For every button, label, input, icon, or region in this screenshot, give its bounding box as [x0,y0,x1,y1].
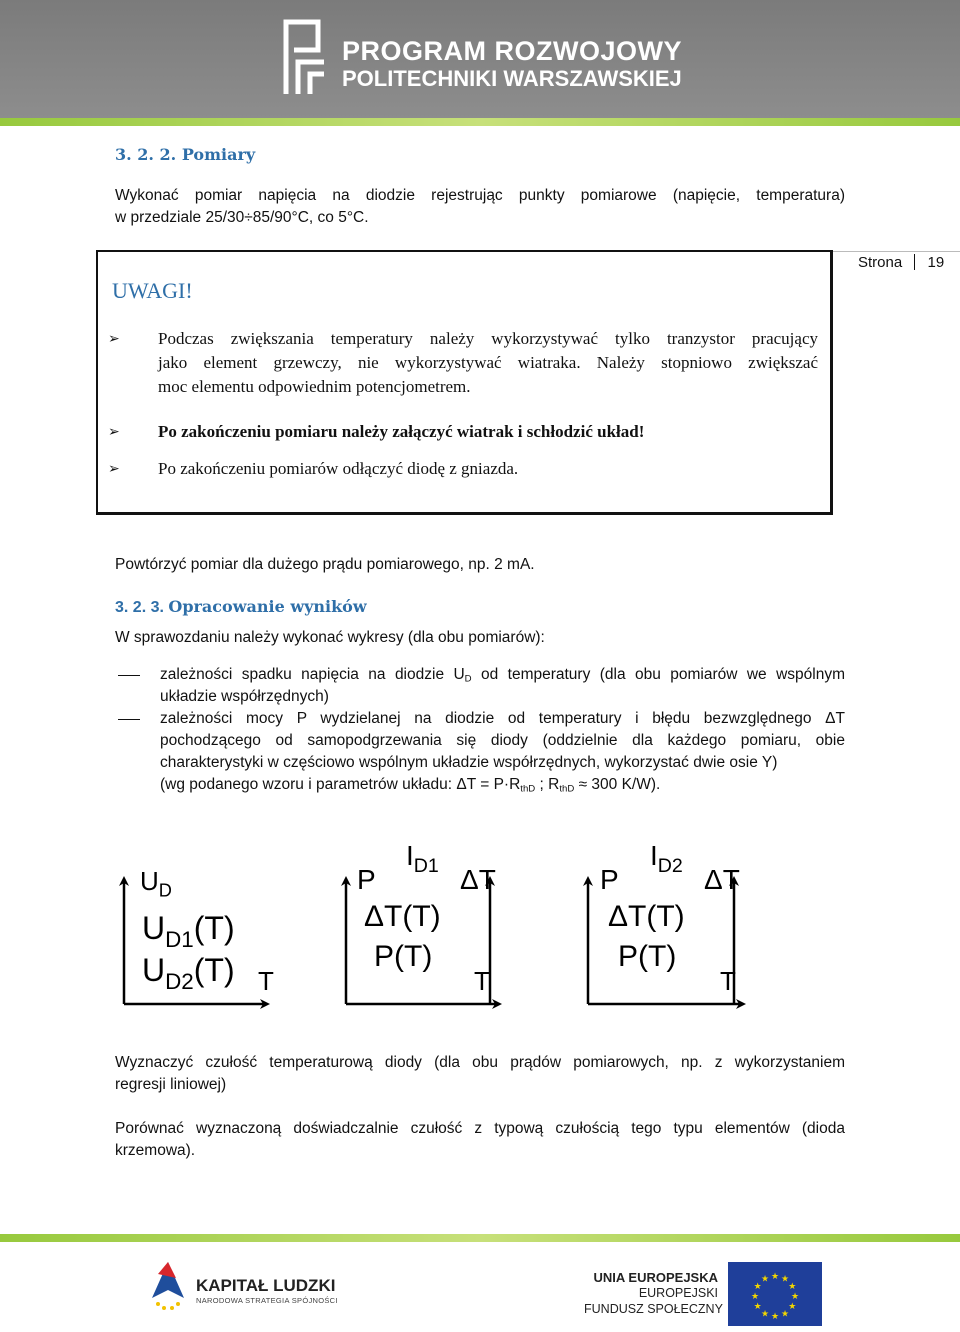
diagram2-y-left-label: P [357,864,376,895]
final-paragraph1-line2: regresji liniowej) [115,1076,227,1093]
final-paragraph1-line1: Wyznaczyć czułość temperaturową diody (dla obu prądów pomiarowych, np. z wykorzystaniem [115,1054,845,1071]
svg-text:★: ★ [760,1309,770,1320]
results-item2-line3: charakterystyki w częściowo wspólnym układzie współrzędnych, wykorzystać dwie osie Y) [160,754,778,771]
diagram3-y-left-label: P [600,864,619,895]
eu-flag-icon [728,1262,822,1326]
measurements-paragraph-line1: Wykonać pomiar napięcia na diodzie rejestrując punkty pomiarowe (napięcie, temperatura) [115,187,845,204]
eu-line3: FUNDUSZ SPOŁECZNY [584,1302,723,1316]
diagram3-top-label [650,840,683,878]
logo-title: PROGRAM ROZWOJOWY [342,36,682,66]
kapital-ludzki-title: KAPITAŁ LUDZKI [196,1276,336,1295]
diagram1-curve1-label [142,910,235,953]
results-item2-sub2: thD [559,783,575,795]
diagram1-curve2-sub: D2 [165,968,194,994]
results-item1-sub: D [464,673,472,685]
results-item1-text-b: od temperatury (dla obu pomiarów we wspólnym [471,666,845,683]
kapital-ludzki-subtitle: NARODOWA STRATEGIA SPÓJNOŚCI [196,1296,338,1305]
svg-text:★: ★ [750,1292,760,1302]
diagram3-x-label: T [720,966,736,996]
warning-item1-line2: jako element grzewczy, nie wykorzystywać wiatraka. Należy stopniowo zwiększać [158,353,818,372]
diagram1-y-label [140,866,172,901]
svg-text:★: ★ [790,1292,800,1302]
diagram3-curve2-label: P(T) [618,940,677,973]
warning-item1-line1: Podczas zwiększania temperatury należy wykorzystywać tylko tranzystor pracujący [158,329,818,348]
diagram1-curve2-label [142,952,235,995]
diagram3-y-right-label: ΔT [704,864,740,895]
results-item2-line2: pochodzącego od samopodgrzewania się diody (oddzielnie dla każdego pomiaru, obie [160,732,845,749]
arrow-bullet-icon: ➢ [108,460,120,476]
diagram3-top-text: I [650,840,658,871]
svg-text:★: ★ [780,1274,790,1285]
results-intro: W sprawozdaniu należy wykonać wykresy (dla obu pomiarów): [115,629,545,646]
results-item2-sub1: thD [520,783,536,795]
repeat-note: Powtórzyć pomiar dla dużego prądu pomiarowego, np. 2 mA. [115,556,535,573]
diagram2-y-right-label: ΔT [460,864,496,895]
diagram2-curve2-label: P(T) [374,940,433,973]
results-item2-formula-a: (wg podanego wzoru i parametrów układu: ΔT = P·R [160,776,521,793]
section-heading-measurements: 3. 2. 2. Pomiary [115,145,256,164]
results-item2-formula-b: ; R [535,776,560,793]
final-paragraph2-line2: krzemowa). [115,1142,196,1159]
eu-line1: UNIA EUROPEJSKA [593,1270,718,1285]
diagram1-curve2-text: U [142,952,166,988]
svg-text:★: ★ [770,1272,780,1282]
svg-text:★: ★ [753,1302,762,1312]
svg-text:★: ★ [753,1282,762,1292]
diagram1-y-label-text: U [140,866,159,896]
warning-item2: Po zakończeniu pomiaru należy załączyć wiatrak i schłodzić układ! [158,422,645,441]
diagram1-curve1-tail: (T) [193,910,235,946]
warnings-title: UWAGI! [112,278,193,303]
results-item1-text-a: zależności spadku napięcia na diodzie U [160,666,465,683]
page-number-label: Strona [858,254,903,271]
results-item1-line2: układzie współrzędnych) [160,688,329,705]
logo-subtitle: POLITECHNIKI WARSZAWSKIEJ [342,66,682,91]
results-item2-line1: zależności mocy P wydzielanej na diodzie od temperatury i błędu bezwzględnego ΔT [160,710,845,727]
eu-line2: EUROPEJSKI [638,1286,718,1300]
results-heading-title: Opracowanie wyników [168,597,367,616]
diagram2-top-sub: D1 [413,854,439,877]
diagram3-curve1-label: ΔT(T) [608,900,685,933]
final-paragraph2-line1: Porównać wyznaczoną doświadczalnie czułość z typową czułością tego typu elementów (dioda [115,1120,845,1137]
diagram1-curve1-text: U [142,910,166,946]
svg-text:★: ★ [788,1282,797,1292]
diagram1-y-label-sub: D [158,880,172,901]
arrow-bullet-icon: ➢ [108,330,120,346]
diagram2-x-label: T [474,966,490,996]
diagram1-curve1-sub: D1 [165,926,194,952]
diagram1-curve2-tail: (T) [193,952,235,988]
kapital-ludzki-logo-icon [146,1254,190,1318]
diagram2-top-text: I [406,840,414,871]
page-number-value: 19 [927,254,945,271]
warning-item1-line3: moc elementu odpowiednim potencjometrem. [158,377,471,396]
svg-text:★: ★ [788,1302,797,1312]
diagram3-top-sub: D2 [657,854,683,877]
warning-item3: Po zakończeniu pomiarów odłączyć diodę z gniazda. [158,459,519,478]
diagram1-x-label: T [258,966,274,996]
diagram2-top-label [406,840,439,878]
results-item2-formula-c: ≈ 300 K/W). [574,776,661,793]
arrow-bullet-icon: ➢ [108,423,120,439]
svg-text:★: ★ [780,1309,790,1320]
results-heading-number: 3. 2. 3. [115,599,164,616]
footer-divider [0,1234,960,1242]
measurements-paragraph-line2: w przedziale 25/30÷85/90°C, co 5°C. [115,209,369,226]
svg-text:★: ★ [770,1312,780,1322]
svg-text:★: ★ [760,1274,770,1285]
diagram2-curve1-label: ΔT(T) [364,900,441,933]
